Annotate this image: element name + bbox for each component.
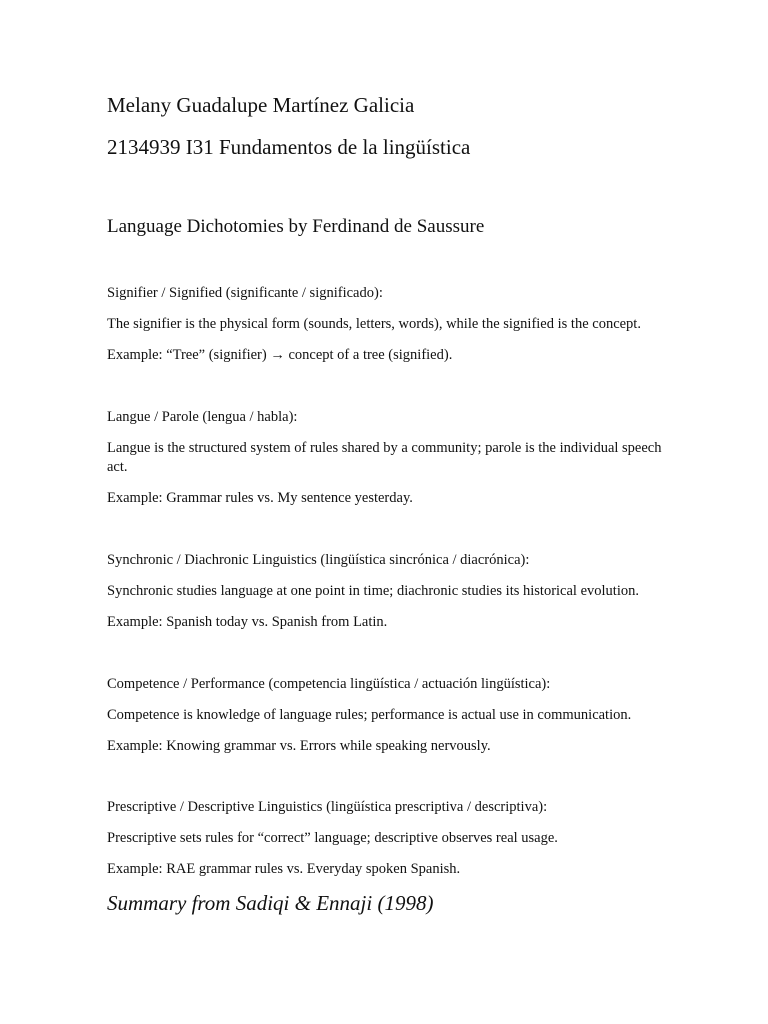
section-heading: Synchronic / Diachronic Linguistics (lingüística sincrónica / diacrónica): [107,552,530,568]
section-example: Example: Spanish today vs. Spanish from Latin. [107,614,388,630]
section-heading: Langue / Parole (lengua / habla): [107,409,298,425]
section-heading: Signifier / Signified (significante / significado): [107,285,383,301]
summary-heading: Summary from Sadiqi & Ennaji (1998) [107,891,434,915]
section-definition: The signifier is the physical form (sounds, letters, words), while the signified is the concept. [107,316,641,332]
section-example: Example: Grammar rules vs. My sentence yesterday. [107,490,413,506]
section-example: Example: Knowing grammar vs. Errors while speaking nervously. [107,738,491,754]
document-title: Language Dichotomies by Ferdinand de Saussure [107,216,485,237]
course-title: 2134939 I31 Fundamentos de la lingüística [107,135,471,159]
section-definition: Prescriptive sets rules for “correct” language; descriptive observes real usage. [107,830,558,846]
section-definition: Synchronic studies language at one point in time; diachronic studies its historical evolution. [107,583,639,599]
section-example: Example: “Tree” (signifier) → concept of a tree (signified). [107,347,453,363]
section-example: Example: RAE grammar rules vs. Everyday spoken Spanish. [107,861,461,877]
author-name: Melany Guadalupe Martínez Galicia [107,93,415,117]
section-heading: Competence / Performance (competencia lingüística / actuación lingüística): [107,676,551,692]
section-definition: Langue is the structured system of rules shared by a community; parole is the individual speech act. [107,440,662,475]
section-definition: Competence is knowledge of language rules; performance is actual use in communication. [107,707,632,723]
section-heading: Prescriptive / Descriptive Linguistics (lingüística prescriptiva / descriptiva): [107,799,548,815]
